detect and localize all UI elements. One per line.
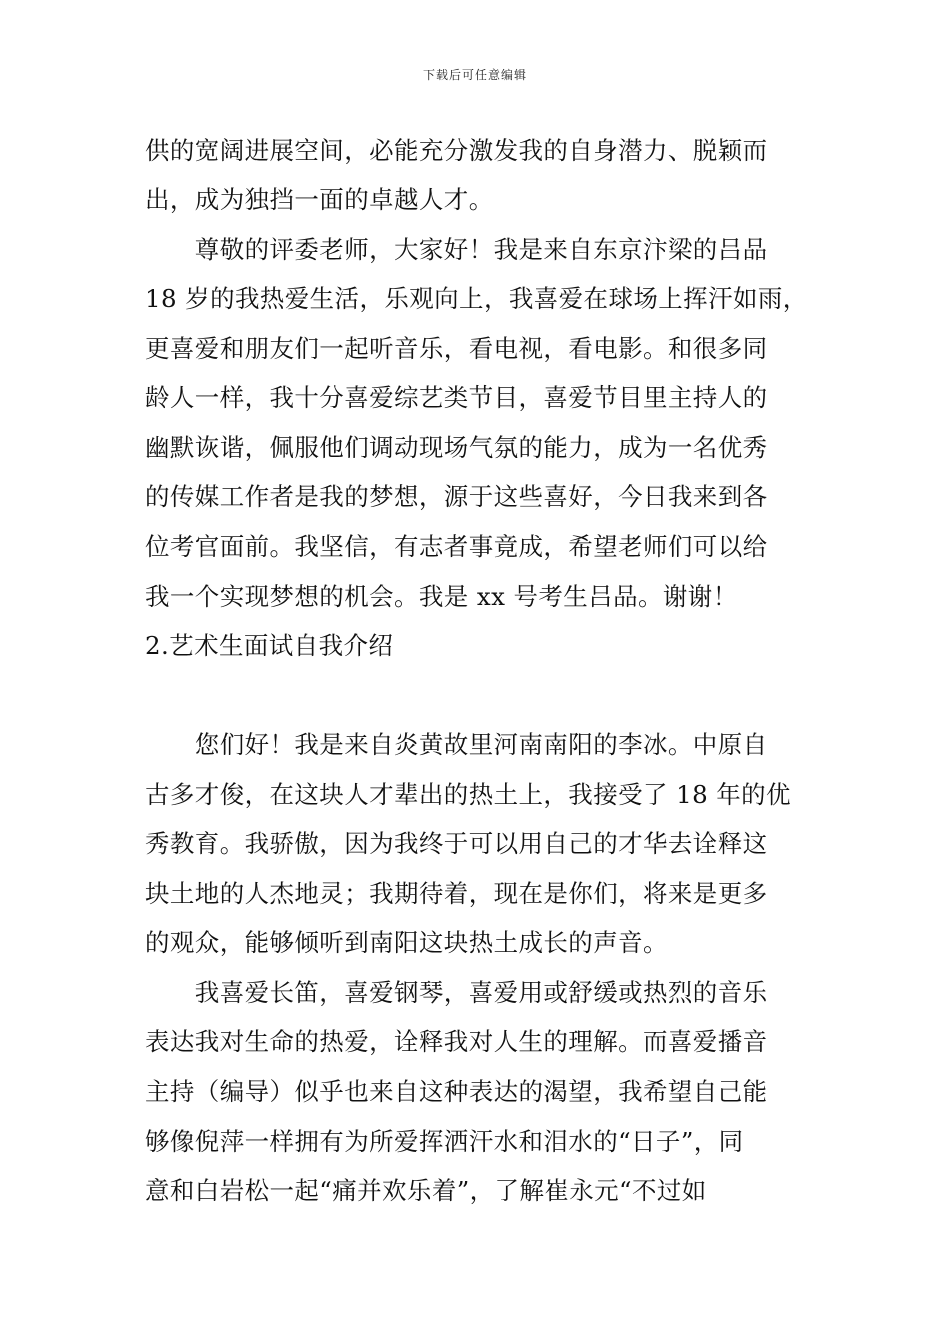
text-line: 意和白岩松一起“痛并欢乐着”，了解崔永元“不过如 xyxy=(145,1176,707,1205)
text-line: 供的宽阔进展空间，必能充分激发我的自身潜力、脱颖而 xyxy=(145,136,768,165)
text-line: 幽默诙谐，佩服他们调动现场气氛的能力，成为一名优秀 xyxy=(145,433,768,462)
text-line: 的观众，能够倾听到南阳这块热土成长的声音。 xyxy=(145,928,668,957)
text-line: 我喜爱长笛，喜爱钢琴，喜爱用或舒缓或热烈的音乐 xyxy=(145,978,768,1007)
text-line: 表达我对生命的热爱，诠释我对人生的理解。而喜爱播音 xyxy=(145,1027,768,1056)
section-heading: 2.艺术生面试自我介绍 xyxy=(145,631,394,660)
text-line: 龄人一样，我十分喜爱综艺类节目，喜爱节目里主持人的 xyxy=(145,383,768,412)
page-header: 下载后可任意编辑 xyxy=(422,68,527,82)
text-line: 您们好！我是来自炎黄故里河南南阳的李冰。中原自 xyxy=(145,730,768,759)
text-line: 古多才俊，在这块人才辈出的热土上，我接受了 18 年的优 xyxy=(145,780,791,809)
text-line: 主持（编导）似乎也来自这种表达的渴望，我希望自己能 xyxy=(145,1077,768,1106)
text-line: 我一个实现梦想的机会。我是 xx 号考生吕品。谢谢！ xyxy=(145,582,738,611)
text-line: 位考官面前。我坚信，有志者事竟成，希望老师们可以给 xyxy=(145,532,768,561)
text-line: 更喜爱和朋友们一起听音乐，看电视，看电影。和很多同 xyxy=(145,334,768,363)
text-line: 够像倪萍一样拥有为所爱挥洒汗水和泪水的“日子”，同 xyxy=(145,1127,744,1156)
text-line: 尊敬的评委老师，大家好！我是来自东京汴梁的吕品 xyxy=(145,235,768,264)
text-line: 的传媒工作者是我的梦想，源于这些喜好，今日我来到各 xyxy=(145,482,768,511)
text-line: 出，成为独挡一面的卓越人才。 xyxy=(145,185,494,214)
text-line: 块土地的人杰地灵；我期待着，现在是你们，将来是更多 xyxy=(145,879,768,908)
text-line: 18 岁的我热爱生活，乐观向上，我喜爱在球场上挥汗如雨， xyxy=(145,284,808,313)
text-line: 秀教育。我骄傲，因为我终于可以用自己的才华去诠释这 xyxy=(145,829,768,858)
